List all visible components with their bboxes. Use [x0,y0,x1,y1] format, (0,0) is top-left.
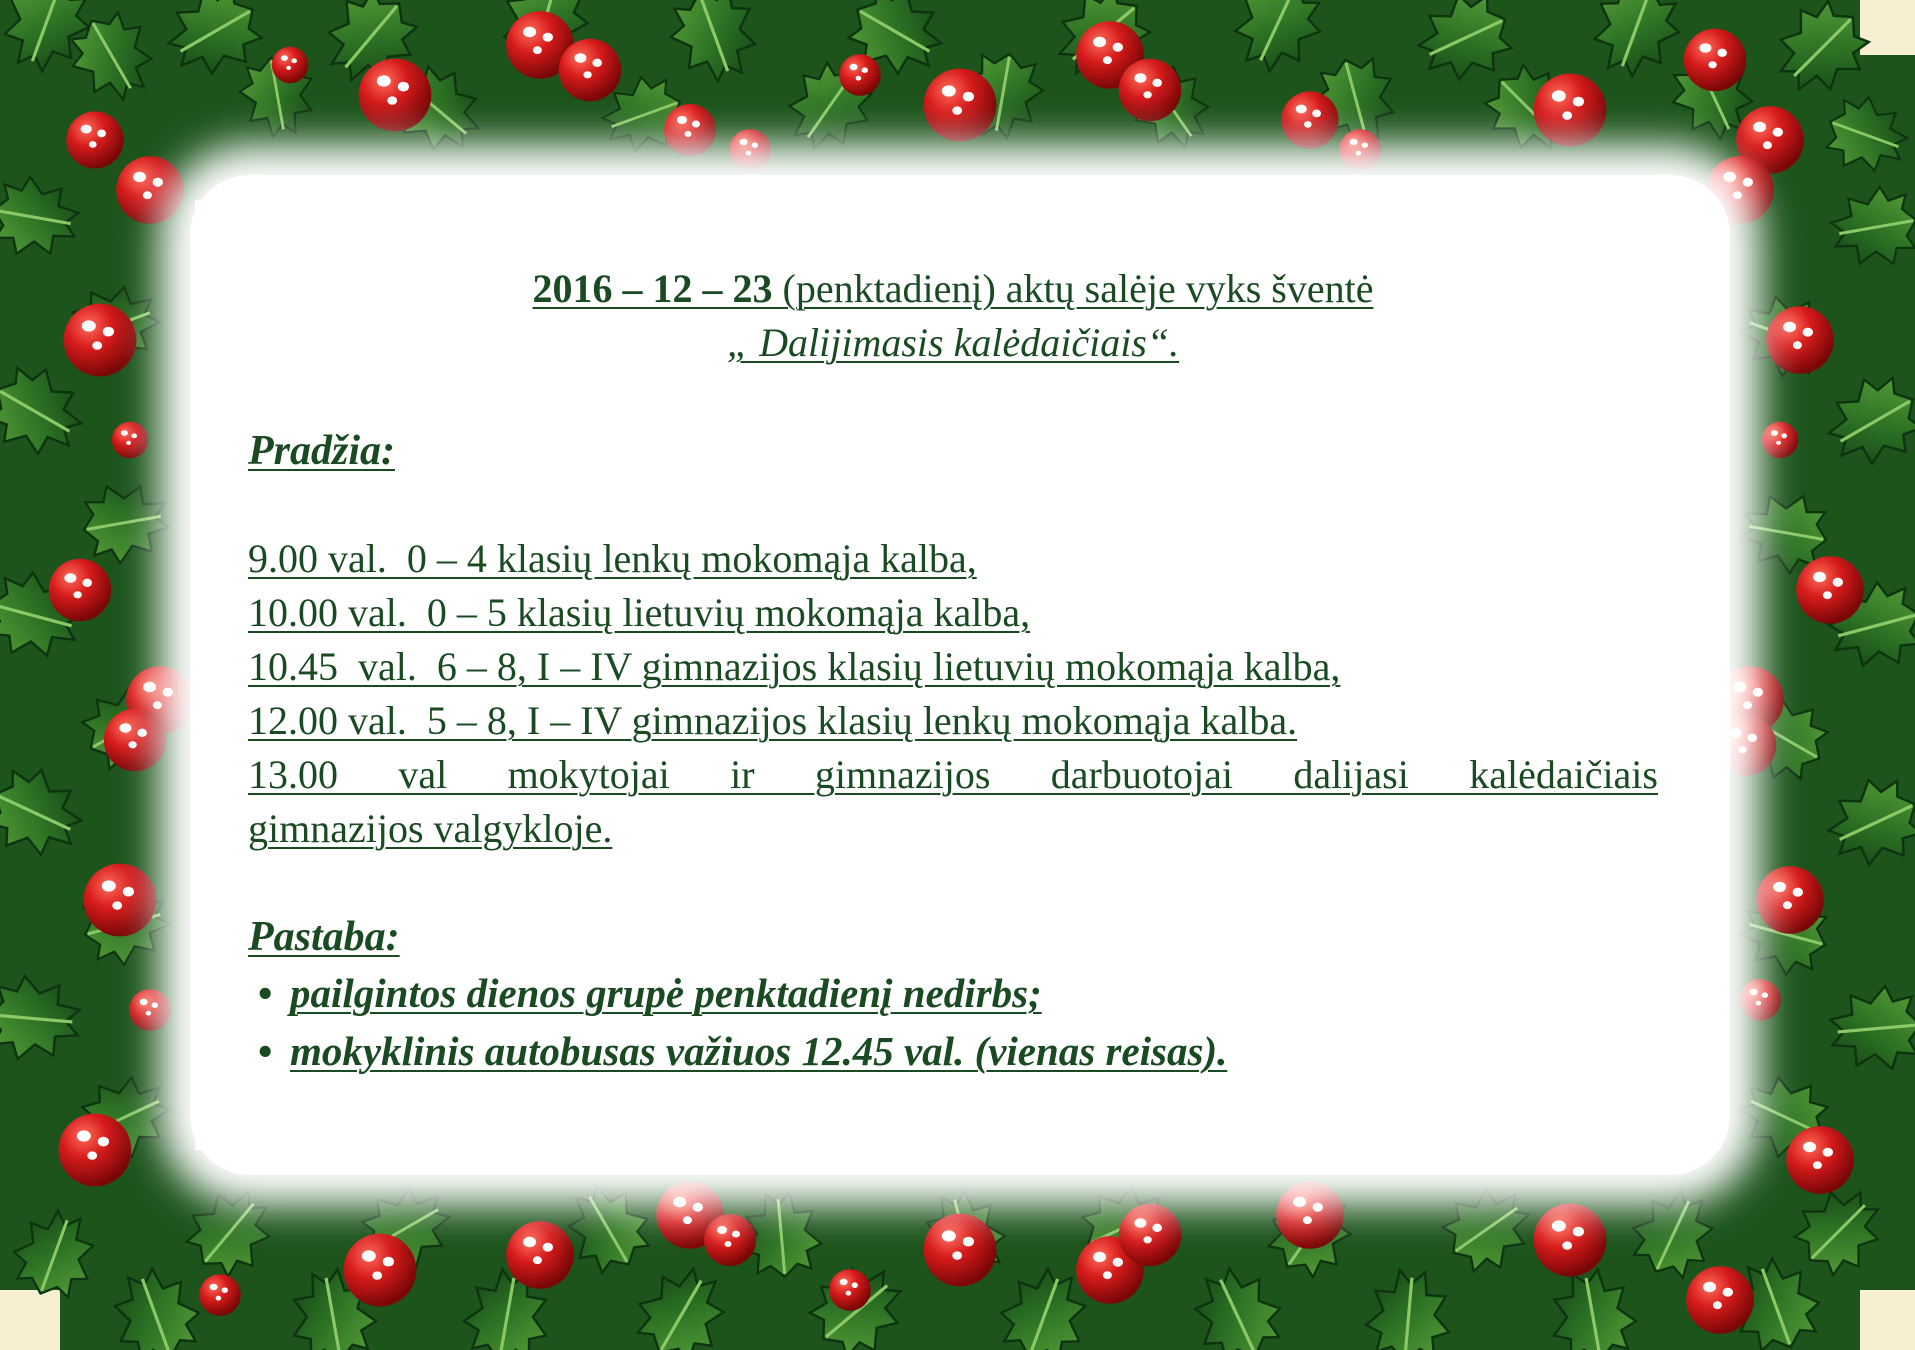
headline-date: 2016 – 12 – 23 [532,266,773,311]
announcement-content [248,262,1658,1080]
bullet-icon: • [258,1028,273,1074]
event-subtitle: „ Dalijimasis kalėdaičiais“. [726,320,1180,365]
schedule-item: 10.45 val. 6 – 8, I – IV gimnazijos klasių lietuvių mokomąja kalba, [248,644,1341,689]
note-label: Pastaba: [248,914,400,960]
note-text: pailgintos dienos grupė penktadienį nedirbs; [290,970,1042,1016]
headline-text: (penktadienį) aktų salėje vyks šventė [772,266,1374,311]
start-label: Pradžia: [248,428,395,474]
schedule-item-staff-cont: gimnazijos valgykloje. [248,806,613,851]
schedule-item-staff: 13.00 val mokytojai ir gimnazijos darbuotojai dalijasi kalėdaičiais [248,752,1658,797]
note-item [248,964,1658,1022]
schedule-item: 10.00 val. 0 – 5 klasių lietuvių mokomąja kalba, [248,590,1031,635]
schedule-item: 12.00 val. 5 – 8, I – IV gimnazijos klasių lenkų mokomąja kalba. [248,698,1298,743]
note-item [248,1022,1658,1080]
spacer [248,856,1658,910]
spacer [248,478,1658,532]
headline [248,262,1658,316]
schedule-item: 9.00 val. 0 – 4 klasių lenkų mokomąja kalba, [248,536,977,581]
spacer [248,370,1658,424]
note-text: mokyklinis autobusas važiuos 12.45 val. (vienas reisas). [290,1028,1228,1074]
bullet-icon: • [258,970,273,1016]
